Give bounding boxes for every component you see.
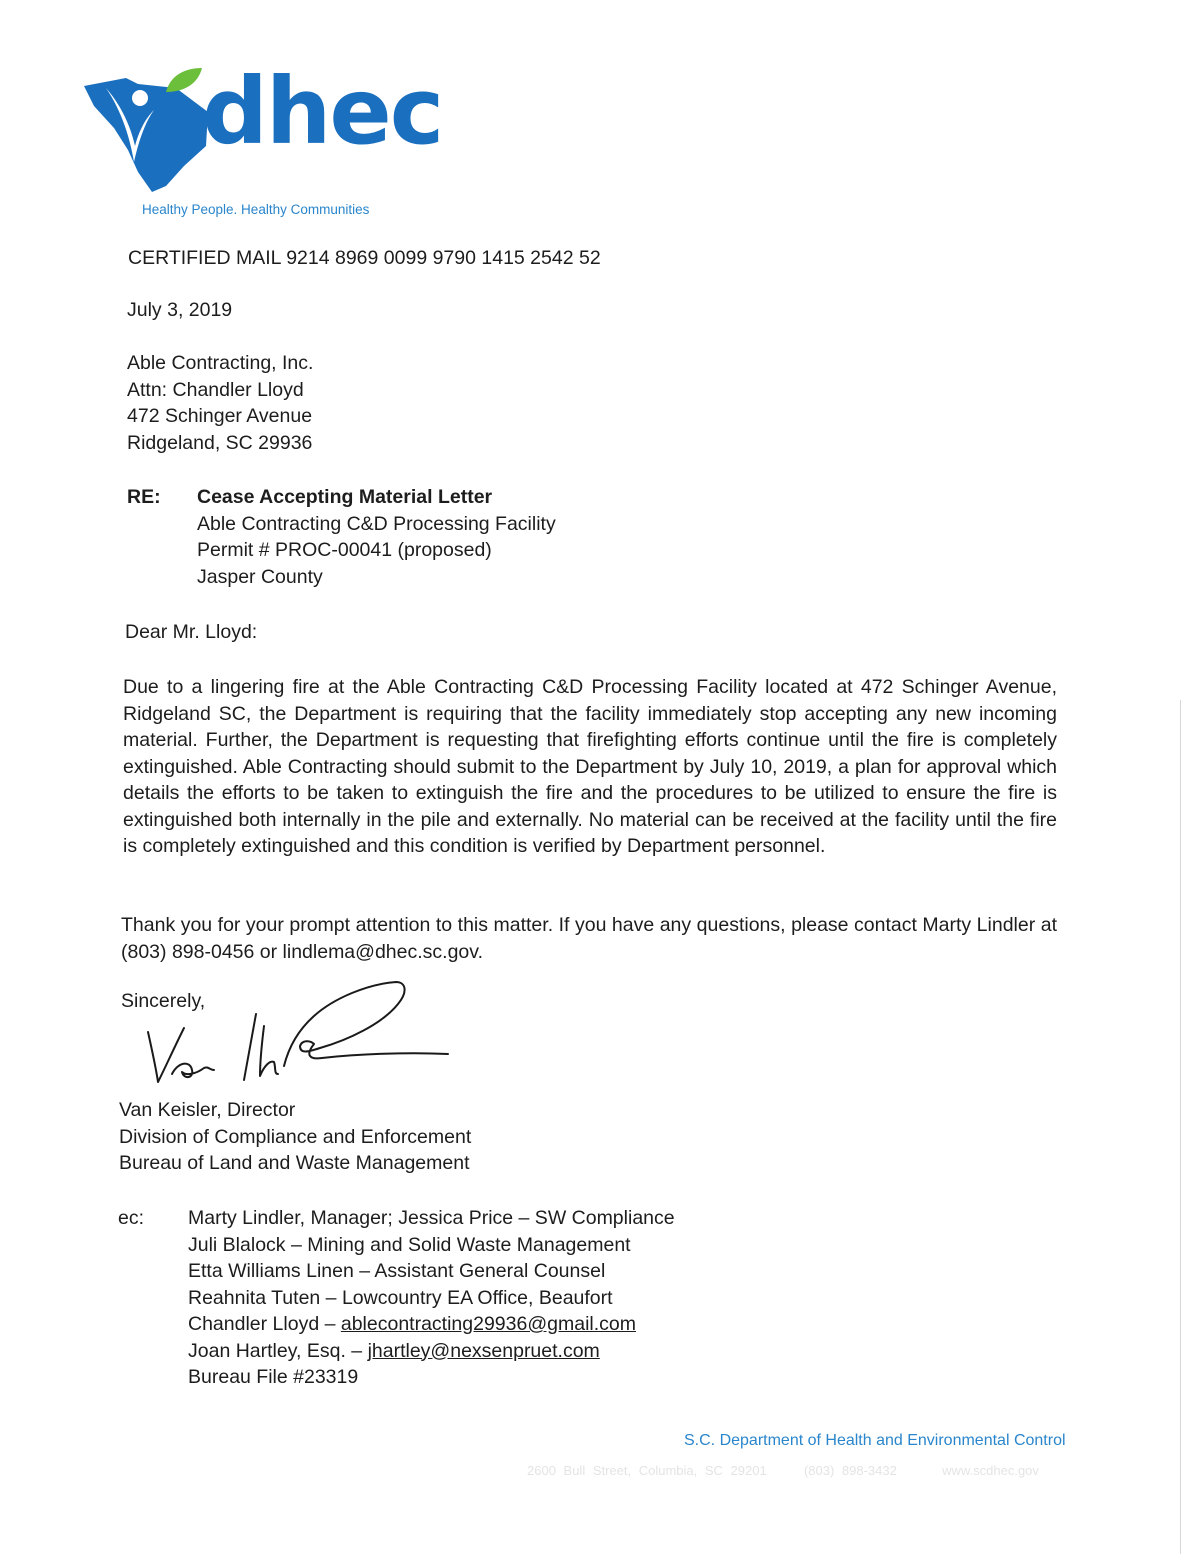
signer-line: Division of Compliance and Enforcement xyxy=(119,1125,472,1148)
footer-contact xyxy=(527,1463,1039,1478)
closing: Sincerely, xyxy=(121,990,206,1012)
ec-item xyxy=(188,1311,675,1338)
ec-email-link[interactable]: ablecontracting29936@gmail.com xyxy=(340,1313,636,1335)
scan-edge-line xyxy=(1180,700,1181,1554)
footer-address: 2600 Bull Street, Columbia, SC 29201 xyxy=(527,1463,767,1478)
contact-email: lindlema@dhec.sc.gov xyxy=(282,940,478,963)
footer-phone: (803) 898-3432 xyxy=(803,1463,897,1478)
re-line: Able Contracting C&D Processing Facility xyxy=(197,512,556,535)
ec-item-name: Chandler Lloyd – xyxy=(188,1313,341,1335)
ec-label: ec: xyxy=(118,1207,145,1229)
recipient-address xyxy=(127,350,313,456)
re-line: Permit # PROC-00041 (proposed) xyxy=(197,539,492,561)
ec-item: Bureau File #23319 xyxy=(188,1366,359,1388)
signer-block xyxy=(119,1097,471,1177)
logo-tagline: Healthy People. Healthy Communities xyxy=(142,202,370,217)
ec-item: Reahnita Tuten – Lowcountry EA Office, Beaufort xyxy=(188,1286,613,1309)
ec-item xyxy=(188,1338,675,1365)
salutation: Dear Mr. Lloyd: xyxy=(125,621,258,643)
thanks-text: Thank you for your prompt attention to this matter. If you have any questions, please contact Marty Lindler at (803) 898-0456 or xyxy=(121,914,1057,963)
sc-state-icon xyxy=(80,62,210,202)
ec-item-name: Joan Hartley, Esq. – xyxy=(188,1339,368,1362)
footer-web: www.scdhec.gov xyxy=(942,1463,1039,1478)
ec-item: Marty Lindler, Manager; Jessica Price – SW Compliance xyxy=(188,1207,675,1229)
dhec-logo xyxy=(80,58,443,224)
address-line: Able Contracting, Inc. xyxy=(127,352,314,374)
ec-item: Etta Williams Linen – Assistant General Counsel xyxy=(188,1260,606,1282)
logo-wordmark: dhec xyxy=(202,58,443,165)
body-paragraph: Due to a lingering fire at the Able Contracting C&D Processing Facility located at 472 Schinger Avenue, Ridgeland SC, the Department is requiring that the facility immediately stop accepting any new incoming material. Further, the Department is requesting that firefighting efforts continue until the fire is completely extinguished. Able Contracting should submit to the Department by July 10, 2019, a plan for approval which details the efforts to be taken to extinguish the fire and the procedures to be utilized to ensure the fire is extinguished both internally in the pile and externally. No material can be received at the facility until the fire is completely extinguished and this condition is verified by Department personnel. xyxy=(123,676,1057,857)
signer-line: Van Keisler, Director xyxy=(119,1099,296,1121)
thanks-end: . xyxy=(477,940,483,963)
signer-line: Bureau of Land and Waste Management xyxy=(119,1152,470,1174)
ec-list xyxy=(188,1205,675,1391)
re-block xyxy=(197,484,556,590)
certified-mail-line: CERTIFIED MAIL 9214 8969 0099 9790 1415 2542 52 xyxy=(128,247,601,269)
leaf-icon xyxy=(166,68,202,92)
ec-item: Juli Blalock – Mining and Solid Waste Management xyxy=(188,1233,631,1256)
handwritten-signature xyxy=(138,970,458,1090)
address-line: 472 Schinger Avenue xyxy=(127,405,313,427)
ec-email-link[interactable]: jhartley@nexsenpruet.com xyxy=(367,1339,600,1362)
re-line: Jasper County xyxy=(197,565,323,588)
address-line: Attn: Chandler Lloyd xyxy=(127,378,304,401)
re-label: RE: xyxy=(127,486,161,508)
footer-organization: S.C. Department of Health and Environmental Control xyxy=(684,1432,1066,1449)
letter-date: July 3, 2019 xyxy=(127,299,233,321)
address-line: Ridgeland, SC 29936 xyxy=(127,431,313,454)
thanks-paragraph xyxy=(121,912,1057,965)
re-subject: Cease Accepting Material Letter xyxy=(197,486,493,508)
